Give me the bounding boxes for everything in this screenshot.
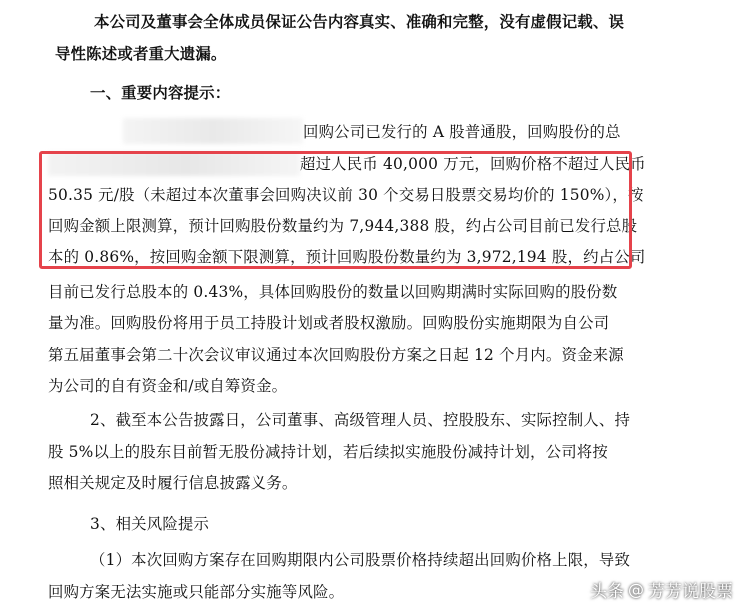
statement-line-1: 本公司及董事会全体成员保证公告内容真实、准确和完整，没有虚假记载、误 — [94, 13, 625, 31]
section-heading: 一、重要内容提示： — [90, 84, 231, 102]
body-line: 第五届董事会第二十次会议审议通过本次回购股份方案之日起 12 个月内。资金来源 — [48, 346, 624, 364]
body-line: 回购公司已发行的 A 股普通股，回购股份的总 — [303, 123, 621, 141]
body-line: 为公司的自有资金和/或自筹资金。 — [48, 377, 288, 395]
body-line: 量为准。回购股份将用于员工持股计划或者股权激励。回购股份实施期限为自公司 — [48, 314, 610, 332]
body-line: 照相关规定及时履行信息披露义务。 — [48, 474, 298, 492]
body-line: 超过人民币 40,000 万元，回购价格不超过人民币 — [300, 155, 646, 173]
statement-line-2: 导性陈述或者重大遗漏。 — [55, 45, 227, 63]
watermark-account: 芳芳说股票 — [648, 582, 733, 602]
body-line: 50.35 元/股（未超过本次董事会回购决议前 30 个交易日股票交易均价的 150%），按 — [48, 186, 644, 204]
body-line: 本的 0.86%，按回购金额下限测算，预计回购股份数量约为 3,972,194 股，约占公司 — [48, 248, 646, 266]
redacted-block — [123, 118, 303, 144]
body-line: （1）本次回购方案存在回购期限内公司股票价格持续超出回购价格上限，导致 — [90, 551, 631, 569]
at-icon: @ — [628, 580, 644, 599]
body-line: 目前已发行总股本的 0.43%，具体回购股份的数量以回购期满时实际回购的股份数 — [48, 283, 618, 301]
watermark-platform: 头条 — [590, 582, 624, 602]
highlight-box — [39, 151, 632, 269]
body-line: 回购方案无法实施或只能部分实施等风险。 — [48, 583, 345, 601]
body-line: 回购金额上限测算，预计回购股份数量约为 7,944,388 股，约占公司目前已发行总股 — [48, 217, 638, 235]
body-line: 2、截至本公告披露日，公司董事、高级管理人员、控股股东、实际控制人、持 — [90, 411, 631, 429]
subsection-heading: 3、相关风险提示 — [90, 515, 210, 533]
body-line: 股 5%以上的股东目前暂无股份减持计划，若后续拟实施股份减持计划，公司将按 — [48, 443, 608, 461]
watermark — [590, 577, 733, 602]
